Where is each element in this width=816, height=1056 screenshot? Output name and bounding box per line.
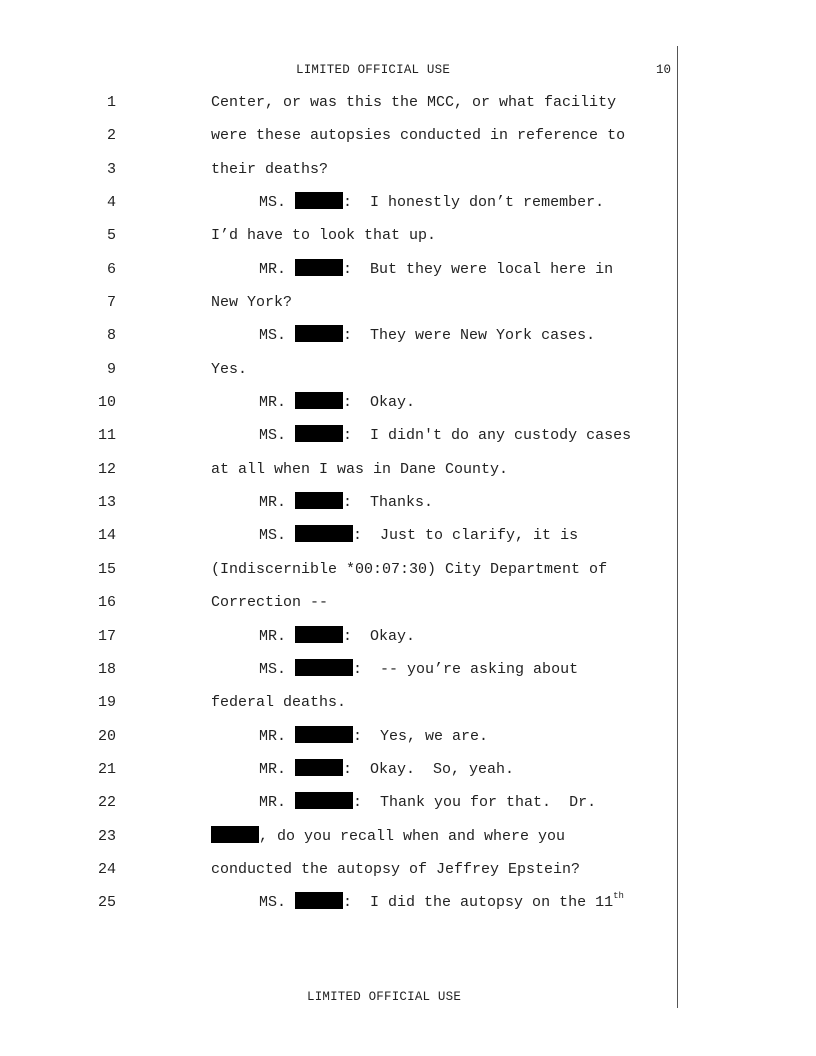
speaker-title: MR. (259, 494, 287, 512)
line-text: , do you recall when and where you (259, 827, 566, 845)
line-number: 12 (97, 460, 116, 478)
line-number: 20 (97, 727, 116, 745)
transcript-line (0, 459, 816, 492)
line-number: 1 (106, 94, 116, 111)
redaction-box (295, 259, 343, 276)
line-text: New York? (211, 294, 293, 312)
line-text: federal deaths. (211, 694, 347, 712)
speaker-title: MR. (259, 627, 287, 645)
line-number: 4 (106, 194, 116, 212)
line-number: 22 (97, 794, 116, 812)
transcript-line (0, 726, 816, 759)
speaker-title: MR. (259, 794, 287, 812)
line-text: I’d have to look that up. (211, 227, 437, 245)
ordinal-suffix: th (613, 891, 624, 902)
redaction-box (211, 826, 259, 843)
redaction-box (295, 492, 343, 509)
speaker-line (259, 626, 415, 648)
line-text: : They were New York cases. (343, 327, 596, 345)
redaction-box (295, 425, 343, 442)
line-text: were these autopsies conducted in reference to (211, 127, 626, 145)
speaker-line (259, 892, 624, 914)
line-number: 21 (97, 760, 116, 778)
line-text: Yes. (211, 360, 248, 378)
transcript-lines (0, 92, 816, 926)
transcript-line (0, 325, 816, 358)
line-number: 16 (97, 594, 116, 612)
redaction-box (295, 659, 353, 676)
speaker-line (259, 392, 415, 414)
line-number: 9 (106, 360, 116, 378)
speaker-line (259, 659, 578, 681)
line-text: Correction -- (211, 594, 329, 612)
speaker-title: MS. (259, 660, 287, 678)
speaker-line (259, 192, 604, 214)
line-number: 25 (97, 894, 116, 912)
line-number: 6 (106, 260, 116, 278)
transcript-line (0, 692, 816, 725)
line-number: 24 (97, 860, 116, 878)
transcript-line (0, 125, 816, 158)
transcript-line (0, 292, 816, 325)
redaction-box (295, 759, 343, 776)
speaker-title: MS. (259, 327, 287, 345)
line-text: : -- you’re asking about (353, 660, 579, 678)
transcript-line (0, 759, 816, 792)
transcript-line (0, 826, 816, 859)
line-number: 14 (97, 527, 116, 545)
redaction-box (295, 525, 353, 542)
line-number: 10 (97, 394, 116, 412)
line-number: 11 (97, 427, 116, 445)
line-text: Center, or was this the MCC, or what facility (211, 94, 617, 111)
speaker-title: MS. (259, 427, 287, 445)
line-text: : I honestly don’t remember. (343, 194, 605, 212)
line-text: conducted the autopsy of Jeffrey Epstein? (211, 860, 581, 878)
line-number: 13 (97, 494, 116, 512)
redaction-box (295, 325, 343, 342)
speaker-line (259, 325, 595, 347)
speaker-line (259, 492, 433, 514)
transcript-line (0, 225, 816, 258)
speaker-title: MR. (259, 760, 287, 778)
transcript-line (0, 525, 816, 558)
line-number: 17 (97, 627, 116, 645)
line-number: 19 (97, 694, 116, 712)
line-text: : Yes, we are. (353, 727, 489, 745)
transcript-line (0, 792, 816, 825)
transcript-line (0, 259, 816, 292)
speaker-line (259, 726, 488, 748)
page-number: 10 (656, 63, 672, 77)
transcript-line (0, 392, 816, 425)
transcript-line (0, 492, 816, 525)
line-number: 3 (106, 160, 116, 178)
speaker-title: MR. (259, 727, 287, 745)
line-number: 18 (97, 660, 116, 678)
line-number: 2 (106, 127, 116, 145)
redaction-box (295, 192, 343, 209)
line-text: : But they were local here in (343, 260, 614, 278)
line-text: their deaths? (211, 160, 329, 178)
transcript-line (0, 592, 816, 625)
line-number: 15 (97, 560, 116, 578)
speaker-line (259, 525, 578, 547)
transcript-line (0, 425, 816, 458)
redaction-box (295, 726, 353, 743)
redaction-box (295, 392, 343, 409)
speaker-line (259, 759, 514, 781)
line-text: at all when I was in Dane County. (211, 460, 509, 478)
transcript-line (0, 359, 816, 392)
transcript-line (0, 626, 816, 659)
page-header: LIMITED OFFICIAL USE (296, 63, 451, 77)
transcript-line (0, 892, 816, 925)
speaker-line (259, 792, 596, 814)
transcript-line (0, 559, 816, 592)
line-text: : I did the autopsy on the 11 (343, 894, 614, 912)
speaker-title: MS. (259, 194, 287, 212)
speaker-line (259, 425, 631, 447)
speaker-title: MR. (259, 260, 287, 278)
page-footer: LIMITED OFFICIAL USE (307, 990, 462, 1004)
line-text: : Okay. (343, 394, 416, 412)
speaker-line (259, 259, 613, 281)
line-text: : Okay. (343, 627, 416, 645)
transcript-line (0, 159, 816, 192)
line-number: 23 (97, 827, 116, 845)
speaker-title: MR. (259, 394, 287, 412)
speaker-title: MS. (259, 894, 287, 912)
line-text: : Thanks. (343, 494, 434, 512)
redaction-box (295, 626, 343, 643)
line-text: : I didn't do any custody cases (343, 427, 632, 445)
line-text: : Okay. So, yeah. (343, 760, 515, 778)
speaker-title: MS. (259, 527, 287, 545)
redaction-box (295, 792, 353, 809)
line-number: 8 (106, 327, 116, 345)
transcript-line (0, 92, 816, 125)
transcript-line (0, 659, 816, 692)
line-number: 7 (106, 294, 116, 312)
speaker-line (211, 826, 565, 848)
line-text: : Just to clarify, it is (353, 527, 579, 545)
line-text: : Thank you for that. Dr. (353, 794, 597, 812)
redaction-box (295, 892, 343, 909)
line-number: 5 (106, 227, 116, 245)
transcript-line (0, 859, 816, 892)
transcript-line (0, 192, 816, 225)
line-text: (Indiscernible *00:07:30) City Department of (211, 560, 608, 578)
